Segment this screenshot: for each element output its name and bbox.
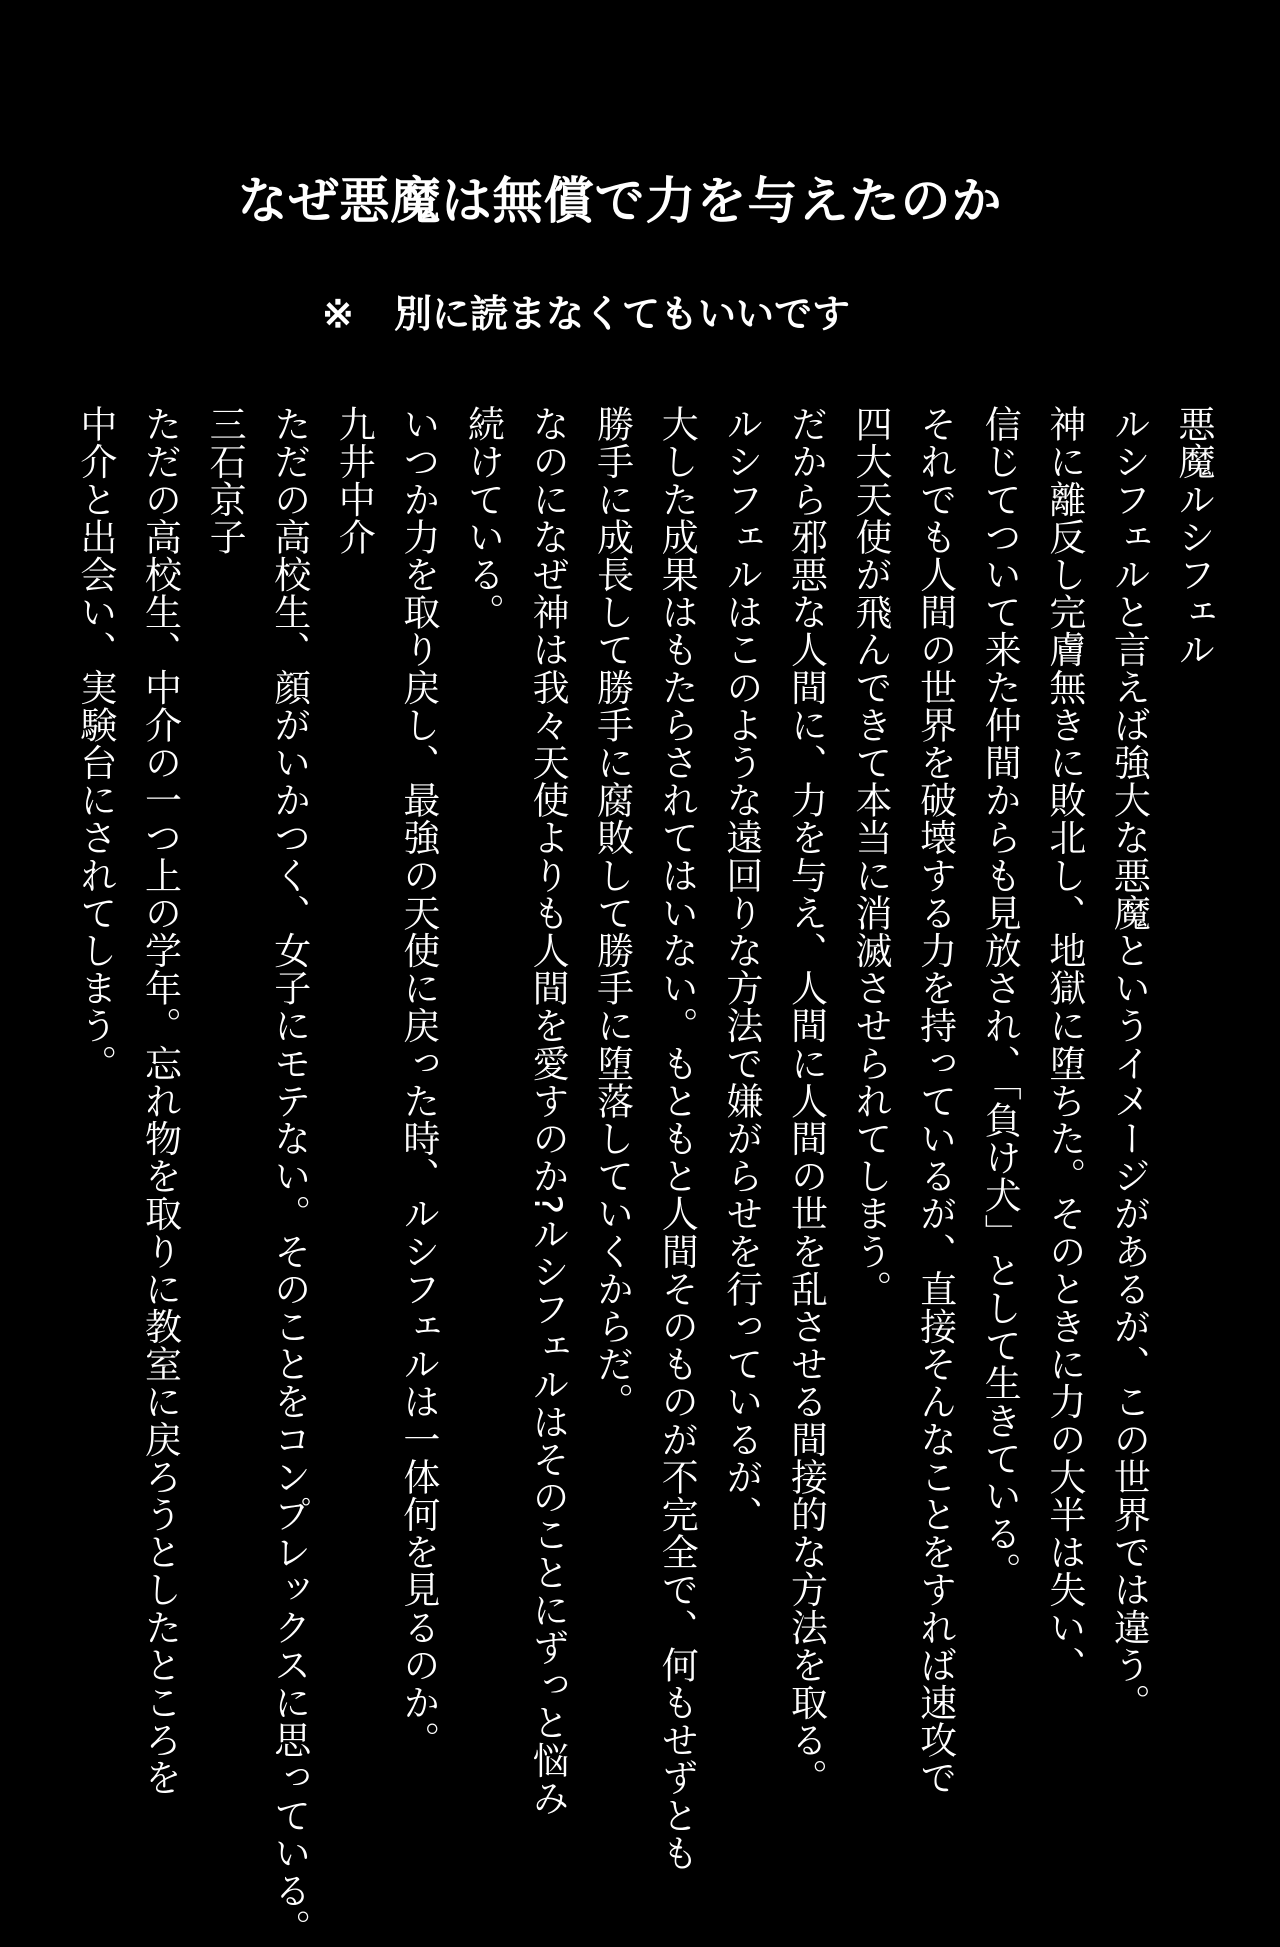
paragraph-line: 続けている。 bbox=[461, 405, 505, 631]
heading-kyoko: 三石京子 bbox=[203, 405, 247, 556]
paragraph-line: なのになぜ神は我々天使よりも人間を愛すのか?ルシフェルはそのことにずっと悩み bbox=[526, 405, 570, 1817]
paragraph-line: ルシフェルはこのような遠回りな方法で嫌がらせを行っているが、 bbox=[719, 405, 763, 1533]
note-mark: ※ bbox=[322, 291, 354, 336]
paragraph-line: 勝手に成長して勝手に腐敗して勝手に堕落していくからだ。 bbox=[590, 405, 634, 1421]
paragraph-line: 中介と出会い、実験台にされてしまう。 bbox=[73, 405, 117, 1082]
paragraph-line: 信じてついて来た仲間からも見放され、「負け犬」として生きている。 bbox=[978, 405, 1022, 1590]
paragraph-line: 神に離反し完膚無きに敗北し、地獄に堕ちた。そのときに力の大半は失い、 bbox=[1042, 405, 1086, 1684]
paragraph-line: 大した成果はもたらされてはいない。もともと人間そのものが不完全で、何もせずとも bbox=[655, 405, 699, 1872]
note-text: 別に読まなくてもいいです bbox=[394, 291, 851, 336]
paragraph-line: いつか力を取り戻し、最強の天使に戻った時、ルシフェルは一体何を見るのか。 bbox=[396, 405, 440, 1759]
paragraph-line: ルシフェルと言えば強大な悪魔というイメージがあるが、この世界では違う。 bbox=[1107, 405, 1151, 1721]
vertical-body-text bbox=[62, 405, 1225, 1947]
paragraph-line: だから邪悪な人間に、力を与え、人間に人間の世を乱させる間接的な方法を取る。 bbox=[784, 405, 828, 1797]
disclaimer-note bbox=[322, 288, 850, 340]
paragraph-line: それでも人間の世界を破壊する力を持っているが、直接そんなことをすれば速攻で bbox=[913, 405, 957, 1797]
paragraph-line: ただの高校生、中介の一つ上の学年。忘れ物を取りに教室に戻ろうとしたところを bbox=[138, 405, 182, 1797]
page-title: なぜ悪魔は無償で力を与えたのか bbox=[237, 170, 1003, 230]
heading-lucifer: 悪魔ルシフェル bbox=[1172, 405, 1215, 669]
heading-nakasuke: 九井中介 bbox=[332, 405, 376, 556]
paragraph-line: 四大天使が飛んできて本当に消滅させられてしまう。 bbox=[849, 405, 893, 1308]
paragraph-line: ただの高校生、顔がいかつく、女子にモテない。そのことをコンプレックスに思っている。 bbox=[267, 405, 311, 1947]
